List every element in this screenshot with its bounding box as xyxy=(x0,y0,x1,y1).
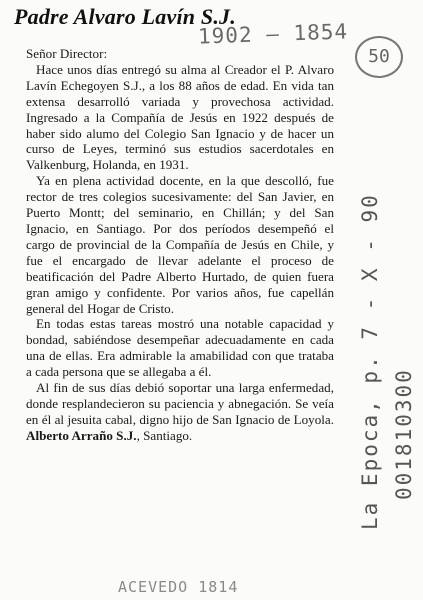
article-paragraph-4 xyxy=(26,380,334,444)
article-paragraph-4-text: Al fin de sus días debió soportar una larga enfermedad, donde resplandecieron su paciencia y abnegación. Se veía en él al jesuita cabal, digno hijo de San Ignacio de Loyola. xyxy=(26,380,334,427)
article-headline: Padre Alvaro Lavín S.J. xyxy=(14,4,236,29)
handwritten-years-note: 1902 — 1854 xyxy=(197,19,349,49)
article-salutation: Señor Director: xyxy=(26,46,108,61)
signature-place: , Santiago. xyxy=(136,427,193,443)
handwritten-page-number: 50 xyxy=(355,36,403,78)
handwritten-bottom-note: ACEVEDO 1814 xyxy=(118,578,239,596)
article-paragraph-3: En todas estas tareas mostró una notable capacidad y bondad, sabiéndose desempeñar adecuadamente en cada una de ellas. Era admirable la amabilidad con que trataba a cada persona que se allegaba a él. xyxy=(26,316,334,380)
article-body xyxy=(26,46,334,444)
article-paragraph-2: Ya en plena actividad docente, en la que descolló, fue rector de tres colegios sucesivamente: del San Javier, en Puerto Montt; del seminario, en Chillán; y del San Ignacio, en Santiago. Por dos períodos desempeñó el cargo de provincial de la Compañía de Jesús en Chile, y fue el encargado de llevar adelante el proceso de beatificación del Padre Alberto Hurtado, de quien fuera gran amigo y confidente. Por varios años, fue capellán general del Hogar de Cristo. xyxy=(26,173,334,316)
article-paragraph-1: Hace unos días entregó su alma al Creador el P. Alvaro Lavín Echegoyen S.J., a los 88 años de edad. En vida tan extensa desarrolló variada y provechosa actividad. Ingresado a la Compañía de Jesús en 1922 después de haber sido alumo del Colegio San Ignacio y de hacer un curso de Leyes, terminó sus estudios sacerdotales en Valkenburg, Holanda, en 1931. xyxy=(26,61,334,173)
signature-name: Alberto Arraño S.J. xyxy=(26,427,137,443)
handwritten-archive-code: 001810300 xyxy=(392,368,416,500)
handwritten-source-note: La Epoca, p. 7 - X - 90 xyxy=(358,193,382,530)
